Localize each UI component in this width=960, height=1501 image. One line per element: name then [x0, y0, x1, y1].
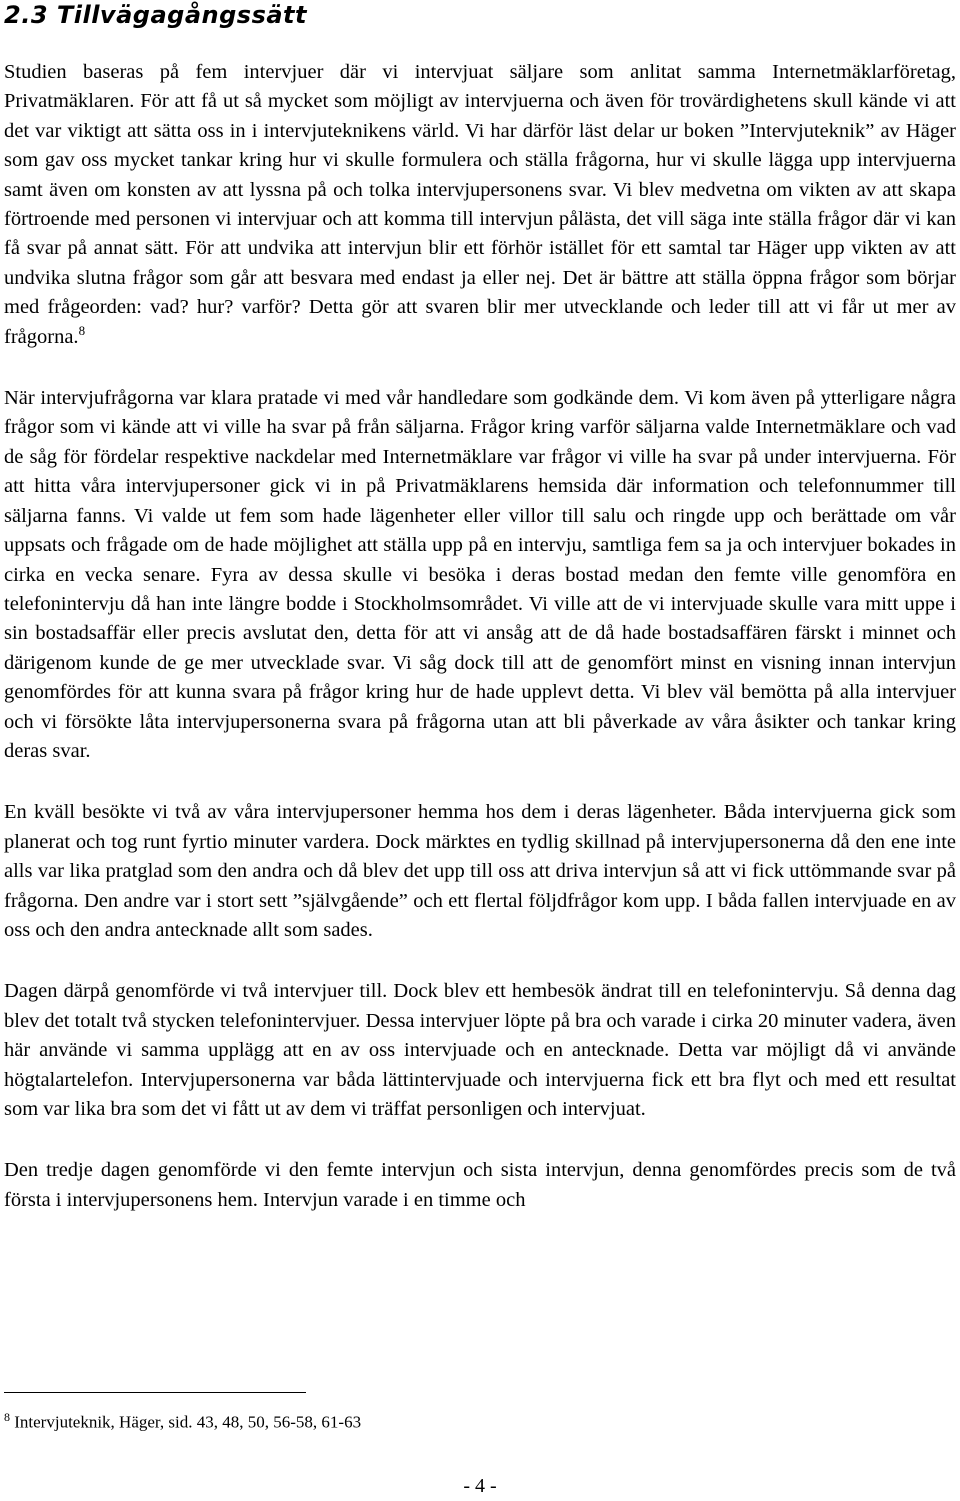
- footnote-reference[interactable]: 8: [78, 322, 86, 338]
- page-number: - 4 -: [463, 1475, 497, 1497]
- paragraph-1-text: Studien baseras på fem intervjuer där vi intervjuat säljare som anlitat samma Internetmäklarföretag, Privatmäklaren. För att få ut så mycket som möjligt av intervjuerna och även för trovärdighetens skull kände vi att det var viktigt att sätta oss in i intervjuteknikens värld. Vi har därför läst delar ur boken ”Intervjuteknik” av Häger som gav oss mycket tankar kring hur vi skulle formulera och ställa frågorna, hur vi skulle lägga upp intervjuerna samt även om konsten av att lyssna på och tolka intervjupersonens svar. Vi blev medvetna om vikten av att skapa förtroende med personen vi intervjuar och att komma till intervjun pålästa, det vill säga inte ställa frågor där vi kan få svar på annat sätt. För att undvika att intervjun blir ett förhör istället för ett samtal tar Häger upp vikten av att undvika slutna frågor som går att besvara med endast ja eller nej. Det är bättre att ställa öppna frågor som börjar med frågeorden: vad? hur? varför? Detta gör att svaren blir mer utvecklande och leder till att vi får ut mer av frågorna.: [4, 61, 956, 348]
- body-text: [4, 58, 956, 1215]
- section-heading: 2.3 Tillvägagångssätt: [4, 1, 307, 29]
- paragraph-4: Dagen därpå genomförde vi två intervjuer till. Dock blev ett hembesök ändrat till en telefonintervju. Så denna dag blev det totalt två stycken telefonintervjuer. Dessa intervjuer löpte på bra och varade i cirka 20 minuter vadera, även här använde vi samma upplägg att en av oss intervjuade och en antecknade. Detta var möjligt då vi använde högtalartelefon. Intervjupersonerna var båda lättintervjuade och intervjuerna fick ett bra flyt och med ett resultat som var lika bra som det vi fått ut av dem vi träffat personligen och intervjuat.: [4, 980, 956, 1120]
- paragraph-5: Den tredje dagen genomförde vi den femte intervjun och sista intervjun, denna genomfördes precis som de två första i intervjupersonens hem. Intervjun varade i en timme och: [4, 1159, 956, 1211]
- footnote: [4, 1406, 361, 1434]
- footnote-number: 8: [4, 1410, 10, 1424]
- footnote-text: Intervjuteknik, Häger, sid. 43, 48, 50, 56-58, 61-63: [10, 1412, 362, 1432]
- footnote-divider: [4, 1392, 306, 1393]
- paragraph-3: En kväll besökte vi två av våra intervjupersoner hemma hos dem i deras lägenheter. Båda intervjuerna gick som planerat och tog runt fyrtio minuter vardera. Dock märktes en tydlig skillnad på intervjupersonerna då den ene inte alls var lika pratglad som den andra och då blev det upp till oss att driva intervjun så att vi fick uttömmande svar på frågorna. Den andre var i stort sett ”självgående” och ett flertal följdfrågor kom upp. I båda fallen intervjuade en av oss och den andra antecknade allt som sades.: [4, 801, 956, 941]
- paragraph-2: När intervjufrågorna var klara pratade vi med vår handledare som godkände dem. Vi kom även på ytterligare några frågor som vi kände att vi ville ha svar på från säljarna. Frågor kring varför säljarna valde Internetmäklare och vad de såg för fördelar respektive nackdelar med Internetmäklare var frågor vi ville ha svar på under intervjuerna. För att hitta våra intervjupersoner gick vi in på Privatmäklarens hemsida där information och telefonnummer till säljarna fanns. Vi valde ut fem som hade lägenheter eller villor till salu och ringde upp och berättade om vår uppsats och frågade om de hade möjlighet att ställa upp på en intervju, samtliga fem sa ja och intervjuer bokades in cirka en vecka senare. Fyra av dessa skulle vi besöka i deras bostad medan den femte ville genomföra en telefonintervju då han inte längre bodde i Stockholmsområdet. Vi ville att de vi intervjuade skulle vara mitt uppe i sin bostadsaffär eller precis avslutat den, detta för att vi ansåg att de då hade bostadsaffären färskt i minnet och därigenom kunde de ge mer utvecklade svar. Vi såg dock till att de genomfört minst en visning innan intervjun genomfördes för att kunna svara på frågor kring hur de hade upplevt detta. Vi blev väl bemötta på alla intervjuer och vi försökte låta intervjupersonerna svara på frågorna utan att bli påverkade av våra åsikter och tankar kring deras svar.: [4, 387, 956, 762]
- paragraph-1: [4, 58, 956, 352]
